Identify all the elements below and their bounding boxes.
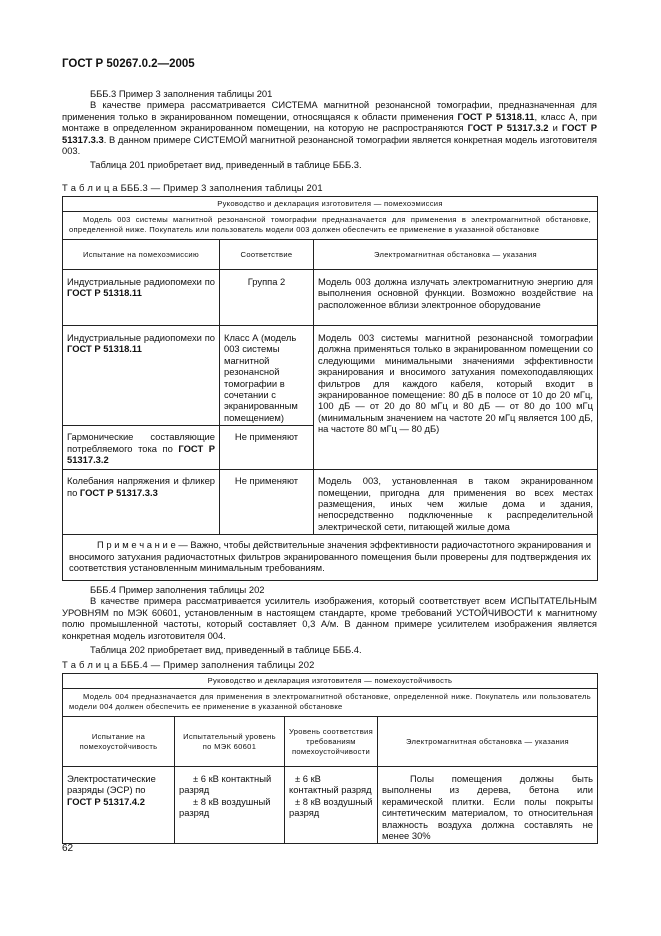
section-bbb3 [62, 88, 597, 171]
table-cell: Гармонические составляющие потребляемого тока по ГОСТ Р 51317.3.2 [63, 426, 220, 470]
paragraph: Таблица 202 приобретает вид, приведенный в таблице БББ.4. [90, 644, 362, 656]
table-cell: Полы помещения должны быть выполнены из дерева, бетона или керамической плитки. Если полы покрыты синтетическим материалом, то относительная влажность воздуха должна составлять не менее 30% [378, 767, 598, 844]
table-intro: Модель 003 системы магнитной резонансной томографии предназначается для применения в электромагнитной обстановке, определенной ниже. Покупатель или пользователь модели 003 должен обеспечить ее применение в указанной обстановке [63, 212, 598, 240]
table-cell: Индустриальные радиопомехи по ГОСТ Р 51318.11 [63, 326, 220, 426]
table-bbb3 [62, 196, 598, 581]
column-header: Испытание на помехоустойчивость [63, 717, 175, 767]
table-caption: Т а б л и ц а БББ.4 — Пример заполнения таблицы 202 [62, 659, 315, 670]
table-cell: Модель 003, установленная в таком экранированном помещении, пригодна для применения во всех местах размещения, иных чем жилые дома и здания, непосредственно подключенные к распределительной электрической сети, питающей жилые дома [314, 470, 598, 535]
table-cell: Группа 2 [220, 270, 314, 326]
section-heading: БББ.4 Пример заполнения таблицы 202 [90, 584, 265, 595]
paragraph: Таблица 201 приобретает вид, приведенный в таблице БББ.3. [90, 159, 362, 171]
column-header: Электромагнитная обстановка — указания [314, 240, 598, 270]
table-cell: Не применяют [220, 470, 314, 535]
column-header: Электромагнитная обстановка — указания [378, 717, 598, 767]
table-intro: Модель 004 предназначается для применения в электромагнитной обстановке, определенной ниже. Покупатель или пользователь модели 004 должен обеспечить ее применение в указанной обстановке [63, 689, 598, 717]
table-bbb4 [62, 673, 598, 844]
paragraph: В качестве примера рассматривается усилитель изображения, который соответствует всем ИСПЫТАТЕЛЬНЫМ УРОВНЯМ по МЭК 60601, установленным в настоящем стандарте, кроме требований УСТОЙЧИВОСТИ к магнитному полю промышленной частоты, который составляет 0,3 А/м. В данном примере усилителем изображения является конкретная модель изготовителя 004. [62, 595, 597, 641]
column-header: Испытательный уровень по МЭК 60601 [175, 717, 285, 767]
table-cell: Модель 003 должна излучать электромагнитную энергию для выполнения основной функции. Возможно воздействие на расположенное вблизи электронное оборудование [314, 270, 598, 326]
page-number: 62 [62, 843, 74, 854]
table-cell: ± 6 кВ контактный разряд ± 8 кВ воздушный разряд [285, 767, 378, 844]
table-note: П р и м е ч а н и е — Важно, чтобы действительные значения эффективности радиочастотного экранирования и вносимого затухания радиочастотных фильтров экранированного помещения были проверены для подтверждения их соответствия установленным минимальным требованиям. [63, 535, 598, 581]
table-cell: Модель 003 системы магнитной резонансной томографии должна применяться только в экранированном помещении со следующими минимальными значениями эффективности экранирования и вносимого затухания помехоподавляющих фильтров для каждого кабеля, который входит в экранированное помещение: 80 дБ в полосе от 10 до 20 мГц, 100 дБ — от 20 до 80 мГц и 80 дБ — от 80 до 100 мГц (минимальным значением на частоте 20 мГц является 100 дБ, на частоте 80 мГц — 80 дБ) [314, 326, 598, 470]
table-title: Руководство и декларация изготовителя — помехоустойчивость [63, 674, 598, 689]
column-header: Соответствие [220, 240, 314, 270]
column-header: Уровень соответствия требованиям помехоустойчивости [285, 717, 378, 767]
table-cell: Электростатические разряды (ЭСР) по ГОСТ Р 51317.4.2 [63, 767, 175, 844]
table-cell: Индустриальные радиопомехи по ГОСТ Р 51318.11 [63, 270, 220, 326]
table-cell: Не применяют [220, 426, 314, 470]
table-cell: Класс А (модель 003 системы магнитной резонансной томографии в сочетании с экранированным помещением) [220, 326, 314, 426]
table-cell: ± 6 кВ контактный разряд ± 8 кВ воздушный разряд [175, 767, 285, 844]
table-title: Руководство и декларация изготовителя — помехоэмиссия [63, 197, 598, 212]
document-header: ГОСТ Р 50267.0.2—2005 [62, 58, 195, 70]
table-caption: Т а б л и ц а БББ.3 — Пример 3 заполнения таблицы 201 [62, 182, 323, 193]
section-bbb4 [62, 584, 597, 655]
section-heading: БББ.3 Пример 3 заполнения таблицы 201 [90, 88, 273, 99]
paragraph: В качестве примера рассматривается СИСТЕМА магнитной резонансной томографии, предназначенная для применения только в экранированном помещении, относящаяся к области применения ГОСТ Р 51318.11, класс А, при монтаже в определенном экранированном помещении, на которую не распространяются ГОСТ Р 51317.3.2 и ГОСТ Р 51317.3.3. В данном примере СИСТЕМОЙ магнитной резонансной томографии является конкретная модель изготовителя 003. [62, 99, 597, 157]
column-header: Испытание на помехоэмиссию [63, 240, 220, 270]
table-cell: Колебания напряжения и фликер по ГОСТ Р 51317.3.3 [63, 470, 220, 535]
